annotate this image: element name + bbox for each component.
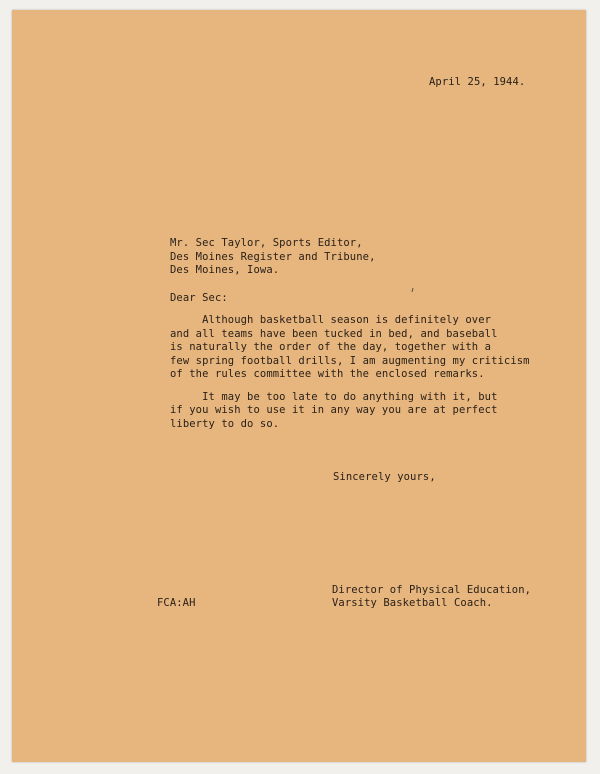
recipient-line-1: Mr. Sec Taylor, Sports Editor, (170, 237, 363, 249)
body-line: and all teams have been tucked in bed, and baseball (170, 328, 498, 340)
typist-initials: FCA:AH (157, 597, 196, 609)
body-line: Although basketball season is definitely over (170, 314, 492, 326)
signature-title-1: Director of Physical Education, (332, 584, 532, 596)
body-line: if you wish to use it in any way you are at perfect (170, 404, 498, 416)
recipient-line-3: Des Moines, Iowa. (170, 264, 280, 276)
pencil-mark (411, 288, 413, 292)
body-line: It may be too late to do anything with it, but (170, 391, 498, 403)
signature-title-2: Varsity Basketball Coach. (332, 597, 493, 609)
body-line: of the rules committee with the enclosed remarks. (170, 368, 485, 380)
body-line: is naturally the order of the day, together with a (170, 341, 492, 353)
recipient-line-2: Des Moines Register and Tribune, (170, 251, 376, 263)
closing: Sincerely yours, (333, 471, 436, 483)
body-line: liberty to do so. (170, 418, 280, 430)
letter-page (12, 10, 586, 762)
letter-date: April 25, 1944. (429, 76, 526, 88)
body-line: few spring football drills, I am augmenting my criticism (170, 355, 530, 367)
salutation: Dear Sec: (170, 292, 228, 304)
